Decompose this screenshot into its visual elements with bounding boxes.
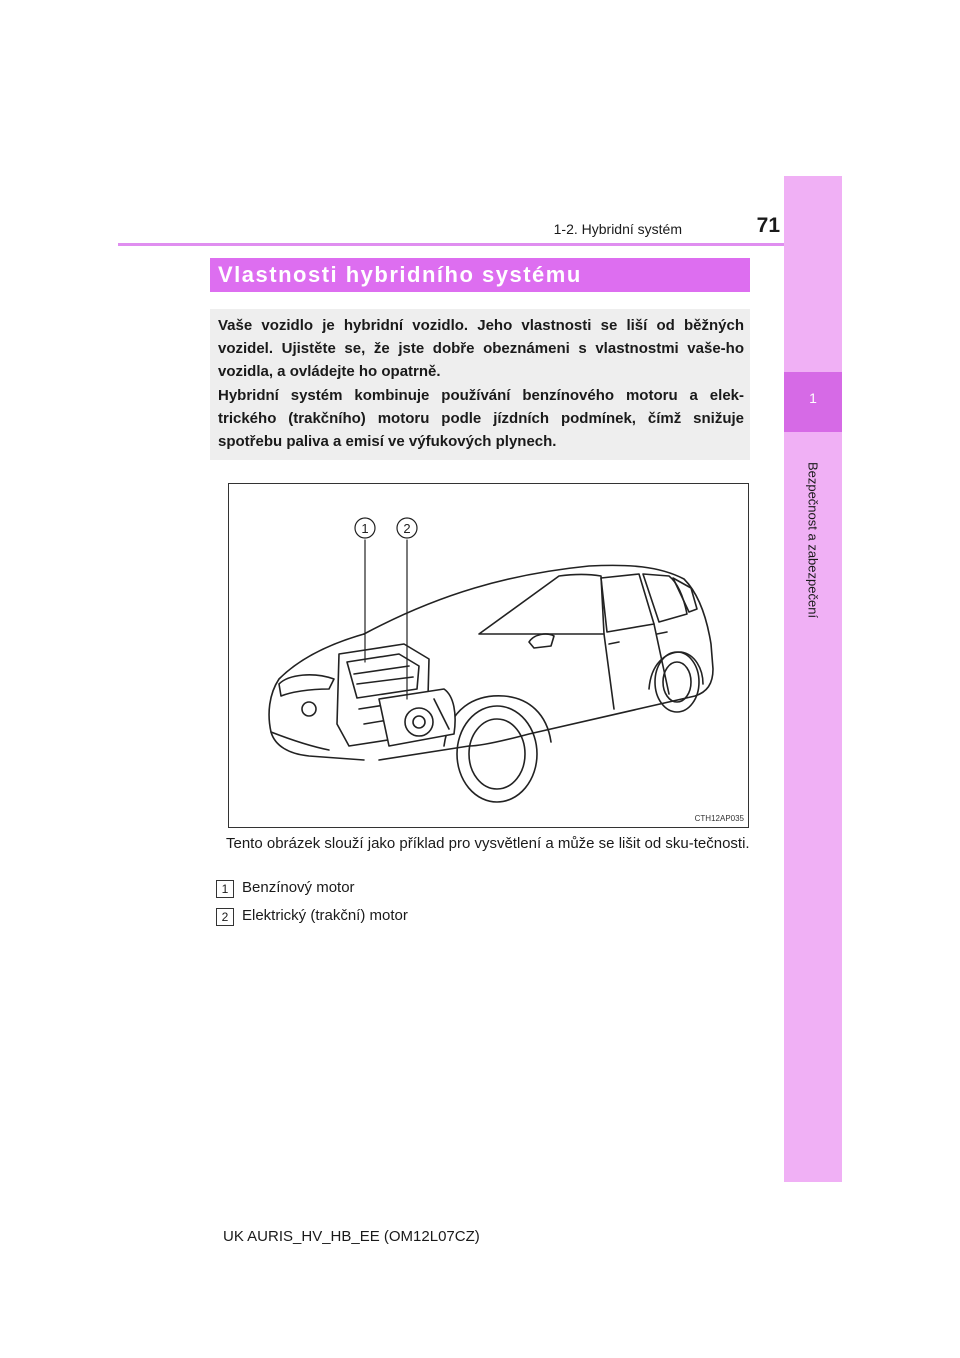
hybrid-car-illustration <box>228 483 749 828</box>
figure-code: CTH12AP035 <box>694 814 744 823</box>
page-number: 71 <box>756 214 780 237</box>
intro-paragraph-1: Vaše vozidlo je hybridní vozidlo. Jeho vlastnosti se liší od běžných vozidel. Ujistěte se, že jste dobře obeznámeni s vlastnostmi vaše-ho vozidla, a ovládejte ho opatrně. <box>218 317 744 380</box>
chapter-label-text: Bezpečnost a zabezpečení <box>805 461 821 619</box>
legend-text: Benzínový motor <box>242 879 355 896</box>
legend-number: 1 <box>216 880 234 898</box>
chapter-number: 1 <box>809 390 817 406</box>
header-divider <box>118 243 784 246</box>
intro-paragraph-2: Hybridní systém kombinuje používání benzínového motoru a elek-trického (trakčního) motoru podle jízdních podmínek, čímž snižuje spotřebu paliva a emisí ve výfukových plynech. <box>218 387 744 450</box>
legend-number: 2 <box>216 908 234 926</box>
callout-1 <box>355 518 375 538</box>
figure-caption: Tento obrázek slouží jako příklad pro vysvětlení a může se lišit od sku-tečnosti. <box>226 835 750 852</box>
car-drawing <box>229 484 748 827</box>
callout-2 <box>397 518 417 538</box>
side-tab <box>784 176 842 1182</box>
document-footer: UK AURIS_HV_HB_EE (OM12L07CZ) <box>223 1228 480 1245</box>
page-title: Vlastnosti hybridního systému <box>218 262 582 287</box>
legend-text: Elektrický (trakční) motor <box>242 907 408 924</box>
section-heading: 1-2. Hybridní systém <box>553 221 682 237</box>
callout-1-label: 1 <box>361 521 369 536</box>
callout-2-label: 2 <box>403 521 411 536</box>
